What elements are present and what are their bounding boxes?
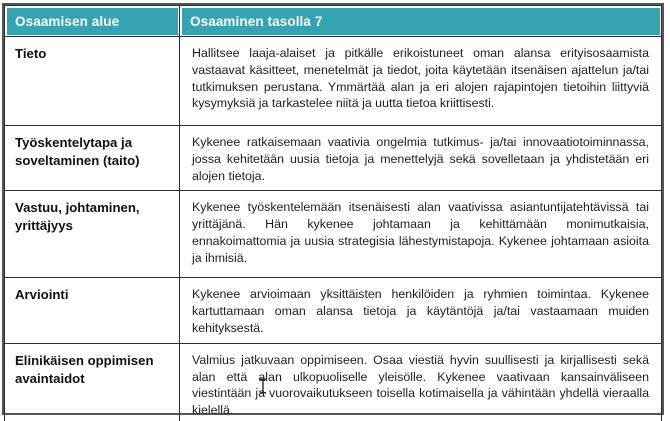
row-label: Vastuu, johtaminen, yrittäjyys <box>15 200 140 234</box>
row-label-cell-arviointi <box>5 278 180 343</box>
table-header-row <box>5 6 662 37</box>
competence-table <box>2 3 664 418</box>
row-description-cell <box>180 278 662 343</box>
row-description-cell <box>180 343 662 421</box>
row-description-cell <box>180 126 662 191</box>
competence-level-table <box>4 5 662 421</box>
column-header-level-label: Osaaminen tasolla 7 <box>190 14 323 29</box>
row-label-cell-tieto <box>5 37 180 126</box>
row-description: Valmius jatkuvaan oppimiseen. Osaa viestiä hyvin suullisesti ja kirjallisesti sekä alan että alan ulkopuoliselle yleisölle. Kykenee vaativaan kansainväliseen viestintään ja vuorovaikutukseen toisella kotimaisella ja vähintään yhdellä vieraalla kielellä. <box>192 352 649 418</box>
row-label-cell-vastuu <box>5 191 180 278</box>
row-description: Kykenee työskentelemään itsenäisesti alan vaativissa asiantuntijatehtävissä tai yrittäjänä. Hän kykenee johtamaan ja kehittämään monimutkaisia, ennakoimattomia ja uusia strategisia lähestymistapoja. Kykenee johtamaan asioita ja ihmisiä. <box>192 200 649 265</box>
row-description-cell <box>180 191 662 278</box>
row-label: Elinikäisen oppimisen avaintaidot <box>15 352 154 386</box>
row-description: Kykenee arvioimaan yksittäisten henkilöiden ja ryhmien toimintaa. Kykenee kartuttamaan oman alansa tietoja ja käytäntöjä ja/tai vastaamaan muiden kehityksestä. <box>192 287 649 335</box>
row-label: Työskentelytapa ja soveltaminen (taito) <box>15 135 140 168</box>
row-label-cell-elinikainen <box>5 343 180 421</box>
column-header-level <box>180 6 662 37</box>
table-row <box>5 191 662 278</box>
row-description-cell <box>180 37 662 126</box>
column-header-area <box>5 6 180 37</box>
row-description: Hallitsee laaja-alaiset ja pitkälle erikoistuneet oman alansa erityisosaamista vastaavat käsitteet, menetelmät ja tiedot, joita käytetään itsenäisen ajattelun ja/tai tutkimuksen perustana. Ymmärtää alan ja eri alojen rajapintojen tietoihin liittyviä kysymyksiä ja tarkastelee niitä ja uutta tietoa kriittisesti. <box>192 46 649 111</box>
table-row <box>5 37 662 126</box>
table-row <box>5 278 662 343</box>
row-label-cell-tyoskentelytapa <box>5 126 180 191</box>
table-row <box>5 343 662 421</box>
row-label: Tieto <box>15 46 47 61</box>
row-description: Kykenee ratkaisemaan vaativia ongelmia tutkimus- ja/tai innovaatiotoiminnassa, jossa kehitetään uusia tietoja ja menettelyjä sekä sovelletaan ja yhdistetään eri alojen tietoja. <box>192 135 649 183</box>
column-header-area-label: Osaamisen alue <box>15 14 120 29</box>
row-label: Arviointi <box>15 287 69 303</box>
table-row <box>5 126 662 191</box>
